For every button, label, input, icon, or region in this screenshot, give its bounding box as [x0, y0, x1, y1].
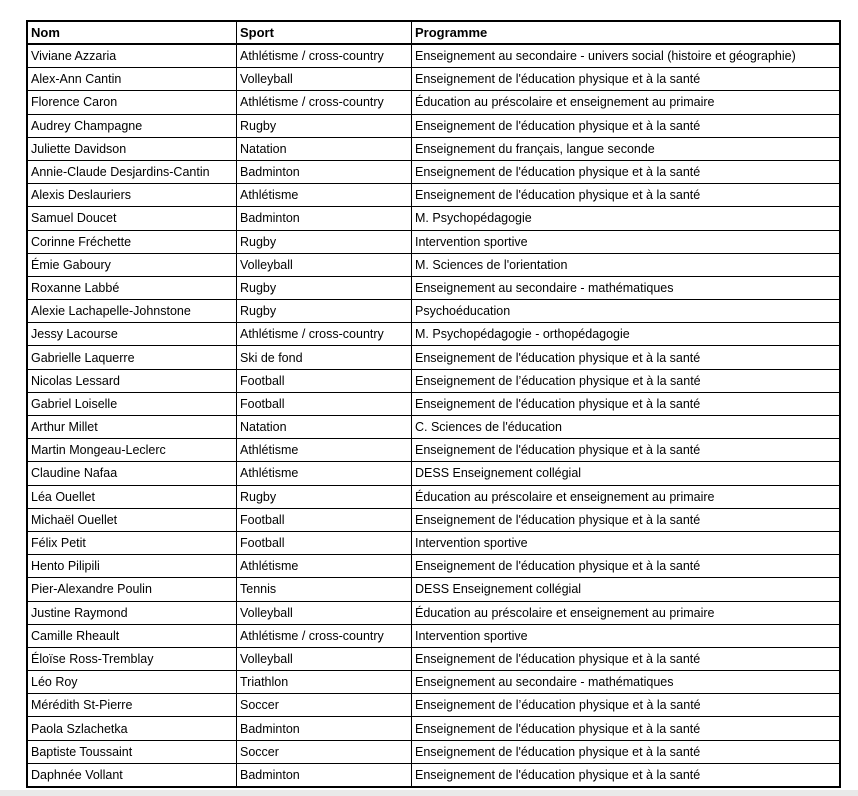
table-row — [27, 671, 840, 694]
cell-nom: Annie-Claude Desjardins-Cantin — [27, 160, 237, 183]
cell-nom: Éloïse Ross-Tremblay — [27, 647, 237, 670]
cell-sport: Athlétisme / cross-country — [237, 624, 412, 647]
cell-programme: M. Sciences de l'orientation — [412, 253, 841, 276]
cell-sport: Athlétisme / cross-country — [237, 44, 412, 68]
cell-sport: Soccer — [237, 694, 412, 717]
cell-nom: Alexie Lachapelle-Johnstone — [27, 300, 237, 323]
cell-nom: Baptiste Toussaint — [27, 740, 237, 763]
cell-nom: Florence Caron — [27, 91, 237, 114]
table-row — [27, 276, 840, 299]
cell-programme: Enseignement de l'éducation physique et à la santé — [412, 114, 841, 137]
cell-programme: Éducation au préscolaire et enseignement au primaire — [412, 91, 841, 114]
cell-sport: Ski de fond — [237, 346, 412, 369]
cell-programme: Enseignement de l'éducation physique et à la santé — [412, 555, 841, 578]
cell-programme: Enseignement au secondaire - univers social (histoire et géographie) — [412, 44, 841, 68]
cell-programme: Enseignement de l'éducation physique et à la santé — [412, 717, 841, 740]
cell-programme: Enseignement de l'éducation physique et à la santé — [412, 392, 841, 415]
cell-nom: Samuel Doucet — [27, 207, 237, 230]
cell-programme: Enseignement du français, langue seconde — [412, 137, 841, 160]
cell-programme: Enseignement de l'éducation physique et à la santé — [412, 647, 841, 670]
table-row — [27, 416, 840, 439]
cell-nom: Émie Gaboury — [27, 253, 237, 276]
cell-sport: Athlétisme — [237, 555, 412, 578]
cell-programme: Enseignement de l'éducation physique et à la santé — [412, 508, 841, 531]
cell-programme: M. Psychopédagogie — [412, 207, 841, 230]
cell-sport: Badminton — [237, 763, 412, 787]
table-row — [27, 485, 840, 508]
cell-sport: Rugby — [237, 114, 412, 137]
cell-sport: Athlétisme — [237, 462, 412, 485]
table-row — [27, 346, 840, 369]
cell-nom: Michaël Ouellet — [27, 508, 237, 531]
cell-programme: Enseignement de l'éducation physique et à la santé — [412, 68, 841, 91]
cell-sport: Natation — [237, 137, 412, 160]
table-row — [27, 439, 840, 462]
cell-nom: Gabrielle Laquerre — [27, 346, 237, 369]
table-row — [27, 230, 840, 253]
cell-programme: Intervention sportive — [412, 624, 841, 647]
cell-programme: Enseignement de l'éducation physique et à la santé — [412, 740, 841, 763]
table-row — [27, 763, 840, 787]
table-row — [27, 624, 840, 647]
cell-nom: Jessy Lacourse — [27, 323, 237, 346]
cell-nom: Alexis Deslauriers — [27, 184, 237, 207]
cell-sport: Rugby — [237, 230, 412, 253]
cell-programme: Enseignement au secondaire - mathématiques — [412, 276, 841, 299]
table-row — [27, 207, 840, 230]
table-row — [27, 137, 840, 160]
cell-sport: Athlétisme / cross-country — [237, 91, 412, 114]
table-row — [27, 68, 840, 91]
cell-sport: Football — [237, 531, 412, 554]
cell-sport: Football — [237, 369, 412, 392]
cell-nom: Mérédith St-Pierre — [27, 694, 237, 717]
cell-nom: Léa Ouellet — [27, 485, 237, 508]
athletes-table — [26, 20, 841, 788]
table-row — [27, 323, 840, 346]
table-row — [27, 578, 840, 601]
cell-programme: Enseignement de l'éducation physique et à la santé — [412, 184, 841, 207]
table-row — [27, 300, 840, 323]
cell-sport: Badminton — [237, 160, 412, 183]
cell-programme: Enseignement de l’éducation physique et à la santé — [412, 694, 841, 717]
table-row — [27, 601, 840, 624]
cell-sport: Soccer — [237, 740, 412, 763]
table-body — [27, 44, 840, 787]
cell-sport: Volleyball — [237, 601, 412, 624]
cell-nom: Claudine Nafaa — [27, 462, 237, 485]
cell-nom: Gabriel Loiselle — [27, 392, 237, 415]
cell-nom: Juliette Davidson — [27, 137, 237, 160]
cell-programme: Intervention sportive — [412, 531, 841, 554]
cell-sport: Badminton — [237, 717, 412, 740]
cell-nom: Corinne Fréchette — [27, 230, 237, 253]
column-header-nom: Nom — [27, 21, 237, 44]
cell-programme: DESS Enseignement collégial — [412, 578, 841, 601]
cell-sport: Athlétisme / cross-country — [237, 323, 412, 346]
cell-programme: DESS Enseignement collégial — [412, 462, 841, 485]
cell-programme: Enseignement de l'éducation physique et à la santé — [412, 439, 841, 462]
cell-sport: Triathlon — [237, 671, 412, 694]
cell-nom: Félix Petit — [27, 531, 237, 554]
table-row — [27, 508, 840, 531]
cell-sport: Tennis — [237, 578, 412, 601]
cell-sport: Volleyball — [237, 68, 412, 91]
cell-sport: Volleyball — [237, 647, 412, 670]
table-row — [27, 91, 840, 114]
cell-sport: Volleyball — [237, 253, 412, 276]
cell-nom: Audrey Champagne — [27, 114, 237, 137]
column-header-sport: Sport — [237, 21, 412, 44]
cell-nom: Léo Roy — [27, 671, 237, 694]
cell-sport: Athlétisme — [237, 184, 412, 207]
table-row — [27, 392, 840, 415]
table-row — [27, 184, 840, 207]
cell-sport: Athlétisme — [237, 439, 412, 462]
cell-nom: Daphnée Vollant — [27, 763, 237, 787]
table-row — [27, 160, 840, 183]
cell-programme: Enseignement de l'éducation physique et à la santé — [412, 763, 841, 787]
cell-nom: Nicolas Lessard — [27, 369, 237, 392]
cell-programme: Enseignement de l'éducation physique et à la santé — [412, 346, 841, 369]
table-row — [27, 694, 840, 717]
table-row — [27, 740, 840, 763]
cell-programme: C. Sciences de l'éducation — [412, 416, 841, 439]
cell-programme: Enseignement de l’éducation physique et à la santé — [412, 369, 841, 392]
table-row — [27, 717, 840, 740]
table-row — [27, 462, 840, 485]
cell-programme: M. Psychopédagogie - orthopédagogie — [412, 323, 841, 346]
table-row — [27, 531, 840, 554]
table-row — [27, 647, 840, 670]
cell-sport: Rugby — [237, 485, 412, 508]
cell-sport: Badminton — [237, 207, 412, 230]
cell-programme: Psychoéducation — [412, 300, 841, 323]
cell-sport: Football — [237, 392, 412, 415]
column-header-programme: Programme — [412, 21, 841, 44]
cell-nom: Justine Raymond — [27, 601, 237, 624]
cell-nom: Hento Pilipili — [27, 555, 237, 578]
cell-programme: Intervention sportive — [412, 230, 841, 253]
cell-nom: Camille Rheault — [27, 624, 237, 647]
cell-nom: Viviane Azzaria — [27, 44, 237, 68]
table-row — [27, 253, 840, 276]
cell-sport: Rugby — [237, 300, 412, 323]
cell-nom: Pier-Alexandre Poulin — [27, 578, 237, 601]
cell-nom: Alex-Ann Cantin — [27, 68, 237, 91]
cell-programme: Enseignement de l'éducation physique et à la santé — [412, 160, 841, 183]
table-row — [27, 555, 840, 578]
cell-nom: Arthur Millet — [27, 416, 237, 439]
cell-sport: Natation — [237, 416, 412, 439]
cell-nom: Martin Mongeau-Leclerc — [27, 439, 237, 462]
table-row — [27, 369, 840, 392]
cell-nom: Paola Szlachetka — [27, 717, 237, 740]
cell-nom: Roxanne Labbé — [27, 276, 237, 299]
cell-programme: Enseignement au secondaire - mathématiques — [412, 671, 841, 694]
table-row — [27, 114, 840, 137]
bottom-scroll-area — [0, 790, 858, 796]
cell-sport: Rugby — [237, 276, 412, 299]
cell-sport: Football — [237, 508, 412, 531]
table-row — [27, 44, 840, 68]
header-row — [27, 21, 840, 44]
cell-programme: Éducation au préscolaire et enseignement au primaire — [412, 485, 841, 508]
cell-programme: Éducation au préscolaire et enseignement au primaire — [412, 601, 841, 624]
